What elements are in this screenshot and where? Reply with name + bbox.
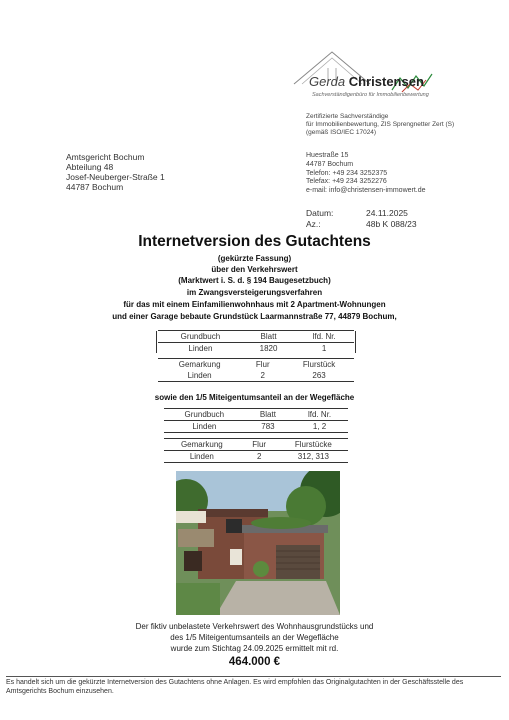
court-line: Amtsgericht Bochum: [66, 152, 145, 162]
contact-fax: Telefax: +49 234 3252276: [306, 178, 387, 186]
table-header: Flurstücke: [279, 439, 348, 451]
court-line: Josef-Neuberger-Straße 1: [66, 172, 165, 182]
contact-phone: Telefon: +49 234 3252375: [306, 169, 388, 177]
court-address: [66, 152, 165, 192]
az-label: Az.:: [306, 219, 321, 229]
table-cell: Linden: [189, 452, 214, 461]
table-cell: Linden: [188, 344, 213, 353]
table-cell: 1820: [259, 344, 278, 353]
table-cell: 1, 2: [312, 422, 327, 431]
table-header: lfd. Nr.: [294, 331, 354, 343]
expert-line: (gemäß ISO/IEC 17024): [306, 129, 377, 136]
heading-line: im Zwangsversteigerungsverfahren: [186, 288, 323, 297]
table-header: lfd. Nr.: [291, 409, 348, 421]
table-header: Blatt: [243, 331, 295, 343]
logo-tagline: Sachverständigenbüro für Immobilienbewertung: [312, 92, 429, 98]
table-cell: 1: [321, 344, 327, 353]
table-header: Flurstück: [302, 360, 336, 369]
date-label: Datum:: [306, 208, 334, 218]
table-cell: Linden: [187, 371, 212, 380]
contact-email[interactable]: e-mail: info@christensen-immowert.de: [306, 187, 426, 195]
contact-city: 44787 Bochum: [306, 160, 354, 168]
table-header: Gemarkung: [164, 439, 240, 451]
cadastral-table: [158, 358, 354, 382]
footnote: Es handelt sich um die gekürzte Internetversion des Gutachtens ohne Anlagen. Es wird empfohlen das Originalgutachten in der Geschäftsstelle des Amtsgerichts Bochum einzusehen.: [6, 676, 501, 696]
expert-line: Zertifizierte Sachverständige: [306, 113, 389, 120]
land-register-table-2: [164, 408, 348, 433]
table-header: Grundbuch: [158, 331, 243, 343]
table-cell: 783: [261, 422, 275, 431]
expert-qualification: [306, 113, 454, 137]
table-header: Blatt: [245, 409, 291, 421]
table-cell: Linden: [192, 422, 217, 431]
court-line: Abteilung 48: [66, 162, 114, 172]
heading-line: und einer Garage bebaute Grundstück Laarmannstraße 77, 44879 Bochum,: [112, 312, 397, 321]
logo-name: Gerda Christensen: [309, 74, 424, 89]
contact-street: Huestraße 15: [306, 152, 349, 159]
table-cell: 2: [260, 371, 265, 380]
table-cell: 2: [256, 452, 262, 461]
expert-line: für Immobilienbewertung, ZIS Sprengnetter Zert (S): [306, 121, 455, 128]
share-text: sowie den 1/5 Miteigentumsanteil an der Wegefläche: [154, 393, 355, 402]
land-register-table: [158, 330, 354, 354]
contact-block: [306, 152, 426, 196]
page-title: Internetversion des Gutachtens: [138, 233, 371, 250]
table-cell: 263: [312, 371, 326, 380]
table-header: Flur: [240, 439, 279, 451]
table-header: Flur: [255, 360, 270, 369]
table-cell: 312, 313: [297, 452, 329, 461]
heading-line: für das mit einem Einfamilienwohnhaus mit 2 Apartment-Wohnungen: [123, 300, 386, 309]
subtitle: (gekürzte Fassung): [217, 254, 292, 263]
document-meta: [306, 208, 417, 230]
heading-line: (Marktwert i. S. d. § 194 Baugesetzbuch): [178, 276, 331, 285]
result-line: Der fiktiv unbelastete Verkehrswert des Wohnhausgrundstücks und: [135, 622, 374, 631]
az-value: 48b K 088/23: [366, 219, 417, 229]
table-header: Grundbuch: [164, 409, 245, 421]
date-value: 24.11.2025: [366, 208, 408, 218]
court-line: 44787 Bochum: [66, 182, 124, 192]
table-header: Gemarkung: [178, 360, 221, 369]
result-line: wurde zum Stichtag 24.09.2025 ermittelt mit rd.: [170, 644, 339, 653]
heading-line: über den Verkehrswert: [211, 265, 298, 274]
result-line: des 1/5 Miteigentumsanteils an der Wegefläche: [170, 633, 339, 642]
company-logo: [292, 48, 442, 108]
cadastral-table-2: [164, 438, 348, 463]
property-photo: [176, 471, 340, 615]
market-value-price: 464.000 €: [228, 656, 281, 668]
